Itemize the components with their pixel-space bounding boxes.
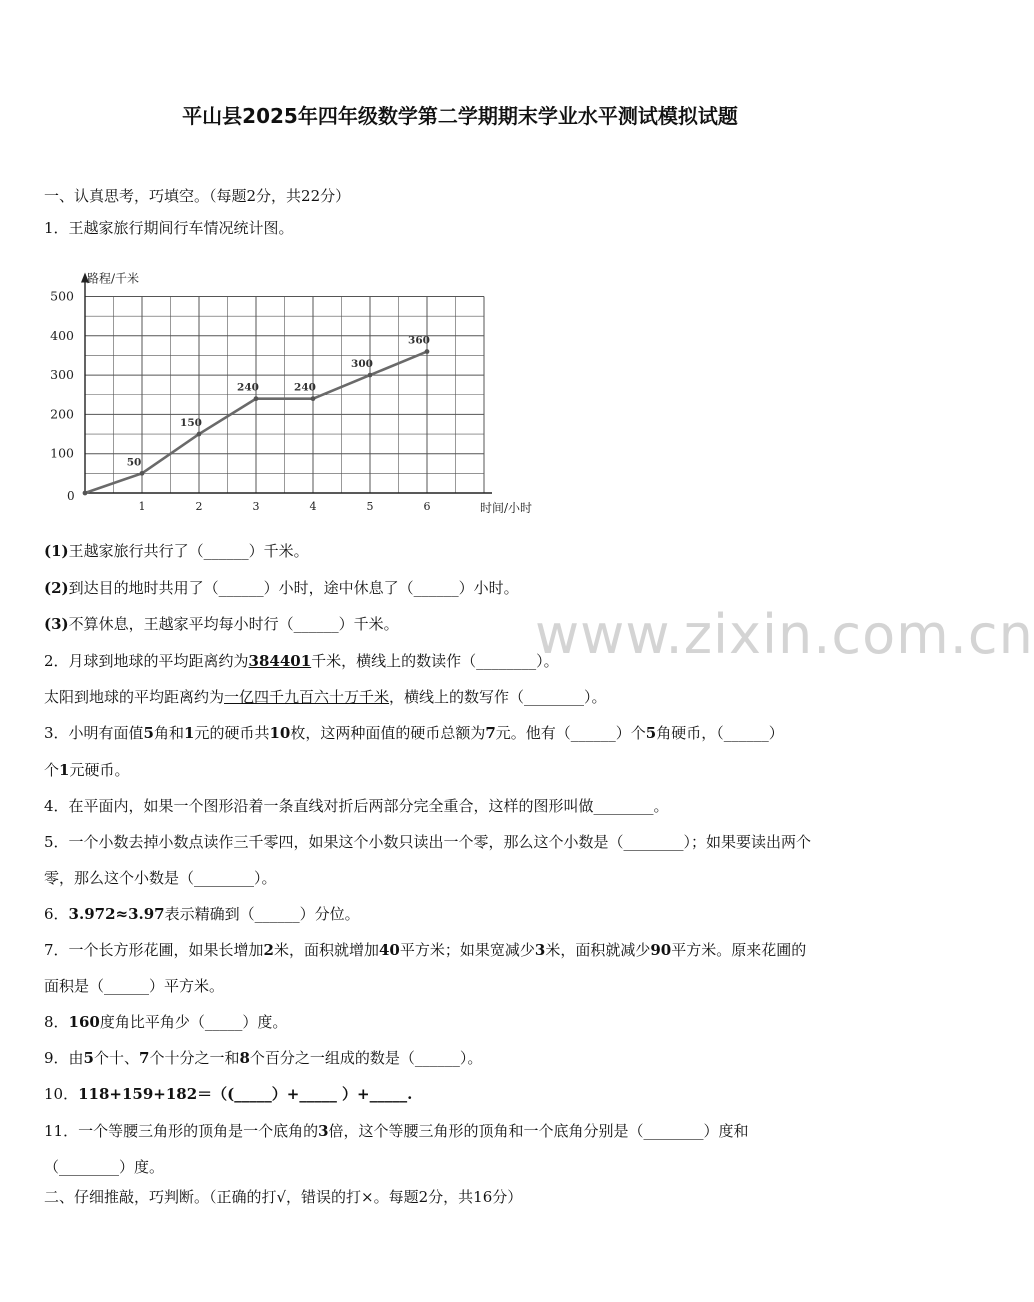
x-tick-label: 4 — [309, 500, 317, 513]
q9-text: 个百分之一组成的数是（______）。 — [249, 1049, 483, 1067]
watermark: www.zixin.com.cn — [535, 603, 1034, 666]
question-4: 4．在平面内，如果一个图形沿着一条直线对折后两部分完全重合，这样的图形叫做________。 — [44, 797, 669, 815]
q7-number: 3 — [534, 941, 546, 959]
q2-text: 太阳到地球的平均距离约为 — [44, 688, 225, 706]
q7-text: 米，面积就减少 — [545, 941, 651, 959]
page-title: 平山县2025年四年级数学第二学期期末学业水平测试模拟试题 — [182, 104, 738, 128]
origin-tick-label: 0 — [67, 489, 75, 503]
q8-number: 160 — [68, 1013, 100, 1031]
q7-number: 40 — [379, 941, 400, 959]
part-text: 王越家旅行共行了（______）千米。 — [68, 542, 309, 560]
q10-text: 10． — [44, 1085, 79, 1103]
question-2-line-1 — [44, 651, 559, 671]
x-tick-label: 1 — [138, 500, 146, 513]
q8-text: 8． — [44, 1013, 69, 1031]
q9-number: 5 — [83, 1049, 94, 1067]
q7-text: 平方米；如果宽减少 — [399, 941, 535, 959]
y-tick-label: 400 — [50, 327, 74, 343]
chart-grid — [85, 297, 484, 494]
data-point — [311, 396, 316, 401]
q3-text: 元的硬币共 — [194, 724, 270, 742]
y-tick-label: 100 — [50, 445, 74, 461]
q3-text: 元硬币。 — [69, 761, 130, 779]
q3-text: 枚，这两种面值的硬币总额为 — [290, 724, 486, 742]
data-point — [140, 471, 145, 476]
q8-text: 度角比平角少（_____）度。 — [99, 1013, 288, 1031]
q9-text: 9．由 — [44, 1049, 84, 1067]
q3-number: 5 — [645, 724, 657, 742]
part-text: 到达目的地时共用了（______）小时，途中休息了（______）小时。 — [68, 579, 519, 597]
q9-text: 个十、 — [93, 1049, 139, 1067]
part-number: (3) — [44, 615, 69, 633]
question-10 — [44, 1084, 412, 1104]
question-9 — [44, 1048, 482, 1068]
q3-text: 个 — [44, 761, 60, 779]
q2-text: 千米，横线上的数读作（________）。 — [311, 652, 559, 670]
data-point — [368, 373, 373, 378]
data-point — [83, 491, 88, 496]
part-number: (1) — [44, 542, 69, 560]
x-tick-label: 3 — [252, 500, 260, 513]
q9-number: 7 — [139, 1049, 150, 1067]
q11-text: 倍，这个等腰三角形的顶角和一个底角分别是（________）度和 — [328, 1122, 749, 1140]
y-axis-title: 路程/千米 — [87, 271, 140, 286]
q3-number: 7 — [485, 724, 496, 742]
q2-number-words: 一亿四千九百六十万千米 — [224, 688, 390, 706]
question-2-line-2 — [44, 687, 607, 707]
x-tick-label: 6 — [423, 500, 431, 513]
q7-text: 米，面积就增加 — [273, 941, 379, 959]
q6-text: 表示精确到（______）分位。 — [164, 905, 360, 923]
question-8 — [44, 1012, 287, 1032]
q11-text: 11．一个等腰三角形的顶角是一个底角的 — [44, 1122, 319, 1140]
part-number: (2) — [44, 579, 69, 597]
y-tick-label: 200 — [50, 406, 74, 422]
data-point — [197, 432, 202, 437]
q9-text: 个十分之一和 — [149, 1049, 240, 1067]
question-7-line-1 — [44, 940, 806, 960]
q11-number: 3 — [318, 1122, 329, 1140]
question-1-part-1 — [44, 541, 309, 561]
question-11-line-2: （________）度。 — [44, 1158, 165, 1176]
question-6 — [44, 904, 360, 924]
data-label: 360 — [408, 334, 430, 347]
x-tick-label: 5 — [366, 500, 374, 513]
question-7-line-2: 面积是（______）平方米。 — [44, 977, 225, 995]
section-2-heading: 二、仔细推敲，巧判断。（正确的打√，错误的打×。每题2分，共16分） — [44, 1188, 523, 1206]
q6-text: 6． — [44, 905, 69, 923]
data-label: 240 — [237, 381, 259, 394]
q2-text: ，横线上的数写作（________）。 — [389, 688, 607, 706]
q7-number: 2 — [263, 941, 274, 959]
data-label: 300 — [351, 358, 373, 371]
part-text: 不算休息，王越家平均每小时行（______）千米。 — [68, 615, 399, 633]
q3-text: 3．小明有面值 — [44, 724, 144, 742]
q3-number: 1 — [184, 724, 195, 742]
chart-tick-labels — [50, 289, 430, 514]
q9-number: 8 — [239, 1049, 250, 1067]
x-axis-title: 时间/小时 — [480, 501, 533, 515]
x-tick-label: 2 — [195, 500, 203, 513]
q3-number: 10 — [269, 724, 291, 742]
data-label: 150 — [180, 417, 202, 430]
chart-data-labels — [127, 335, 430, 469]
data-label: 50 — [126, 456, 142, 469]
data-point — [254, 396, 259, 401]
question-11-line-1 — [44, 1121, 749, 1141]
q3-text: 角和 — [153, 724, 184, 742]
line-chart — [40, 262, 550, 524]
question-3-line-1 — [44, 723, 784, 743]
q7-text: 平方米。原来花圃的 — [671, 941, 807, 959]
question-3-line-2 — [44, 760, 129, 780]
question-5-line-2: 零，那么这个小数是（________）。 — [44, 869, 277, 887]
q3-text: 角硬币，（______） — [656, 724, 784, 742]
y-tick-label: 500 — [50, 288, 74, 304]
y-tick-label: 300 — [50, 367, 74, 383]
question-1-stem: 1．王越家旅行期间行车情况统计图。 — [44, 219, 294, 237]
data-point — [425, 349, 430, 354]
question-1-part-3 — [44, 614, 399, 634]
q3-number: 1 — [59, 761, 70, 779]
q3-text: 元。他有（______）个 — [495, 724, 646, 742]
question-5-line-1: 5．一个小数去掉小数点读作三千零四，如果这个小数只读出一个零，那么这个小数是（________）；如果要读出两个 — [44, 833, 812, 851]
q2-text: 2．月球到地球的平均距离约为 — [44, 652, 249, 670]
q3-number: 5 — [143, 724, 154, 742]
data-label: 240 — [294, 381, 316, 394]
q7-text: 7．一个长方形花圃，如果长增加 — [44, 941, 264, 959]
q10-expression: 118+159+182＝（(_____）+_____ ）+_____. — [78, 1085, 413, 1103]
q7-number: 90 — [650, 941, 672, 959]
q2-number: 384401 — [248, 652, 312, 670]
section-1-heading: 一、认真思考，巧填空。（每题2分，共22分） — [44, 187, 351, 205]
question-1-part-2 — [44, 578, 519, 598]
q6-expression: 3.972≈3.97 — [68, 905, 165, 923]
